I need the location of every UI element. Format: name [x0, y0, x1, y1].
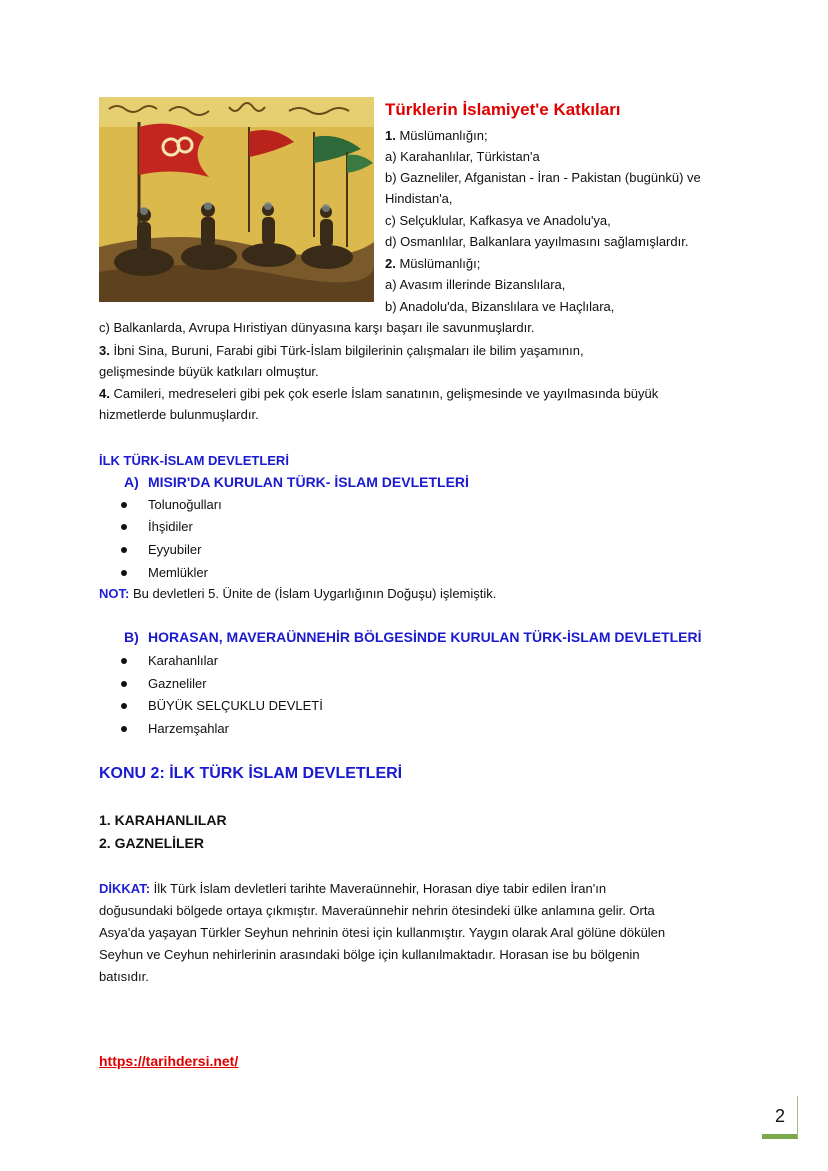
subheading-label: B): [124, 629, 139, 645]
website-link[interactable]: https://tarihdersi.net/: [99, 1053, 239, 1069]
dikkat-paragraph: [99, 878, 606, 899]
paragraph-number: 2.: [385, 256, 396, 271]
dikkat-text: İlk Türk İslam devletleri tarihte Maveraünnehir, Horasan diye tabir edilen İran'ın: [150, 881, 607, 896]
page-number-edge: [797, 1096, 798, 1138]
list-item: Hindistan'a,: [385, 191, 453, 206]
note: [99, 583, 496, 604]
bullet-icon: [121, 547, 127, 553]
bullet-icon: [121, 502, 127, 508]
page-number: 2: [774, 1106, 785, 1126]
page-number-bar: [762, 1134, 798, 1139]
subheading-title: HORASAN, MAVERAÜNNEHİR BÖLGESİNDE KURULAN TÜRK-İSLAM DEVLETLERİ: [148, 629, 702, 645]
list-item: a) Karahanlılar, Türkistan'a: [385, 149, 540, 164]
topic-item: 2. GAZNELİLER: [99, 835, 205, 851]
note-text: Bu devletleri 5. Ünite de (İslam Uygarlığının Doğuşu) işlemiştik.: [129, 586, 497, 601]
list-item: Karahanlılar: [148, 653, 219, 668]
topic-title: KONU 2: İLK TÜRK İSLAM DEVLETLERİ: [99, 765, 403, 782]
bullet-icon: [121, 570, 127, 576]
dikkat-text: Seyhun ve Ceyhun nehirlerinin arasındaki bölge için kullanılmaktadır. Horasan ise bu bölgenin: [99, 947, 640, 962]
list-item: Eyyubiler: [148, 542, 202, 557]
bullet-icon: [121, 703, 127, 709]
dikkat-text: doğusundaki bölgede ortaya çıkmıştır. Maveraünnehir nehrin ötesindeki ülke anlamına gelir. Orta: [99, 903, 655, 918]
bullet-icon: [121, 658, 127, 664]
paragraph-text: Müslümanlığın;: [395, 128, 488, 143]
paragraph-1: [385, 125, 488, 146]
list-item: c) Balkanlarda, Avrupa Hıristiyan dünyasına karşı başarı ile savunmuşlardır.: [99, 320, 535, 335]
dikkat-label: DİKKAT:: [99, 881, 151, 896]
bullet-icon: [121, 726, 127, 732]
list-item: b) Gazneliler, Afganistan - İran - Pakistan (bugünkü) ve: [385, 170, 701, 185]
list-item: Memlükler: [148, 565, 208, 580]
paragraph-text: hizmetlerde bulunmuşlardır.: [99, 407, 259, 422]
paragraph-number: 1.: [385, 128, 396, 143]
list-item: Gazneliler: [148, 676, 207, 691]
paragraph-text: İbni Sina, Buruni, Farabi gibi Türk-İslam bilgilerinin çalışmaları ile bilim yaşamının,: [109, 343, 584, 358]
list-item: a) Avasım illerinde Bizanslılara,: [385, 277, 566, 292]
list-item: Harzemşahlar: [148, 721, 229, 736]
section-title: Türklerin İslamiyet'e Katkıları: [385, 100, 621, 119]
paragraph-2: [385, 253, 480, 274]
paragraph-number: 3.: [99, 343, 110, 358]
list-item: d) Osmanlılar, Balkanlara yayılmasını sağlamışlardır.: [385, 234, 689, 249]
list-item: c) Selçuklular, Kafkasya ve Anadolu'ya,: [385, 213, 611, 228]
subheading-title: MISIR'DA KURULAN TÜRK- İSLAM DEVLETLERİ: [148, 474, 469, 490]
paragraph-text: Müslümanlığı;: [395, 256, 481, 271]
list-item: b) Anadolu'da, Bizanslılara ve Haçlılara,: [385, 299, 615, 314]
ottoman-cavalry-image: [99, 97, 374, 302]
dikkat-text: batısıdır.: [99, 969, 149, 984]
section-heading: İLK TÜRK-İSLAM DEVLETLERİ: [99, 453, 289, 468]
bullet-icon: [121, 524, 127, 530]
paragraph-text: gelişmesinde büyük katkıları olmuştur.: [99, 364, 319, 379]
paragraph-4: [99, 383, 658, 404]
list-item: İhşidiler: [148, 519, 193, 534]
note-label: NOT:: [99, 586, 130, 601]
topic-item: 1. KARAHANLILAR: [99, 812, 227, 828]
paragraph-number: 4.: [99, 386, 110, 401]
paragraph-text: Camileri, medreseleri gibi pek çok eserle İslam sanatının, gelişmesinde ve yayılmasında büyük: [109, 386, 659, 401]
list-item: BÜYÜK SELÇUKLU DEVLETİ: [148, 698, 323, 713]
list-item: Tolunoğulları: [148, 497, 222, 512]
paragraph-3: [99, 340, 584, 361]
bullet-icon: [121, 681, 127, 687]
dikkat-text: Asya'da yaşayan Türkler Seyhun nehrinin ötesi için kullanmıştır. Yaygın olarak Aral gölüne dökülen: [99, 925, 666, 940]
subheading-label: A): [124, 474, 139, 490]
